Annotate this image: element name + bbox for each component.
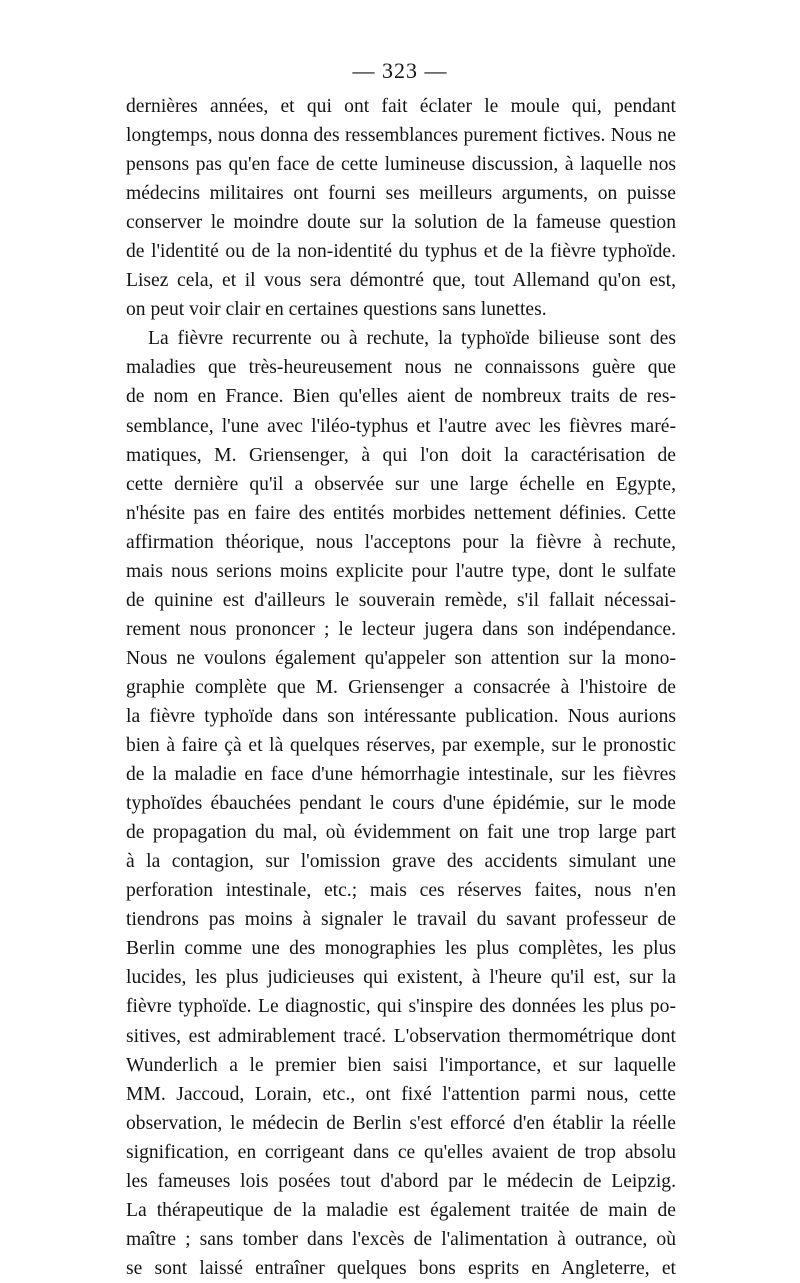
text-line: n'hésite pas en faire des entités morbides nettement définies. Cette — [126, 502, 676, 524]
text-line: de l'identité ou de la non-identité du typhus et de la fièvre typhoïde. — [126, 241, 676, 263]
text-line: de la maladie en face d'une hémorrhagie intestinale, sur les fièvres — [126, 764, 676, 786]
text-line: tiendrons pas moins à signaler le travail du savant professeur de — [126, 909, 676, 931]
text-line: cette dernière qu'il a observée sur une large échelle en Egypte, — [126, 473, 676, 495]
text-line: conserver le moindre doute sur la solution de la fameuse question — [126, 212, 676, 234]
text-line: matiques, M. Griensenger, à qui l'on doit la caractérisation de — [126, 444, 676, 466]
text-line: de propagation du mal, où évidemment on fait une trop large part — [126, 822, 676, 844]
text-line: observation, le médecin de Berlin s'est efforcé d'en établir la réelle — [126, 1112, 676, 1134]
text-line: mais nous serions moins explicite pour l'autre type, dont le sulfate — [126, 560, 676, 582]
text-line: La fièvre recurrente ou à rechute, la typhoïde bilieuse sont des — [148, 328, 676, 350]
text-line: affirmation théorique, nous l'acceptons pour la fièvre à rechute, — [126, 531, 676, 553]
paragraph — [126, 92, 676, 324]
text-line: MM. Jaccoud, Lorain, etc., ont fixé l'attention parmi nous, cette — [126, 1083, 676, 1105]
text-line: sitives, est admirablement tracé. L'observation thermométrique dont — [126, 1025, 676, 1047]
text-line: rement nous prononcer ; le lecteur jugera dans son indépendance. — [126, 618, 676, 640]
text-line: la fièvre typhoïde dans son intéressante publication. Nous aurions — [126, 705, 676, 727]
text-line: les fameuses lois posées tout d'abord par le médecin de Leipzig. — [126, 1170, 676, 1192]
text-line: longtemps, nous donna des ressemblances purement fictives. Nous ne — [126, 125, 676, 147]
text-line: Berlin comme une des monographies les plus complètes, les plus — [126, 938, 676, 960]
text-line: La thérapeutique de la maladie est également traitée de main de — [126, 1199, 676, 1221]
text-line: maître ; sans tomber dans l'excès de l'alimentation à outrance, où — [126, 1228, 676, 1250]
text-line: pensons pas qu'en face de cette lumineuse discussion, à laquelle nos — [126, 154, 676, 176]
text-line: dernières années, et qui ont fait éclater le moule qui, pendant — [126, 96, 676, 117]
text-line: graphie complète que M. Griensenger a consacrée à l'histoire de — [126, 676, 676, 698]
text-line: fièvre typhoïde. Le diagnostic, qui s'inspire des données les plus po- — [126, 996, 676, 1018]
text-line: Lisez cela, et il vous sera démontré que, tout Allemand qu'on est, — [126, 270, 676, 292]
text-line: lucides, les plus judicieuses qui existent, à l'heure qu'il est, sur la — [126, 967, 676, 989]
text-line: signification, en corrigeant dans ce qu'elles avaient de trop absolu — [126, 1141, 676, 1163]
text-line: se sont laissé entraîner quelques bons esprits en Angleterre, et — [126, 1257, 676, 1279]
text-line: Wunderlich a le premier bien saisi l'importance, et sur laquelle — [126, 1054, 676, 1076]
text-line: on peut voir clair en certaines questions sans lunettes. — [126, 299, 547, 321]
text-line: maladies que très-heureusement nous ne connaissons guère que — [126, 357, 676, 379]
text-line: perforation intestinale, etc.; mais ces réserves faites, nous n'en — [126, 880, 676, 902]
paragraph — [126, 324, 676, 1283]
text-line: de quinine est d'ailleurs le souverain remède, s'il fallait nécessai- — [126, 589, 676, 611]
text-line: médecins militaires ont fourni ses meilleurs arguments, on puisse — [126, 183, 676, 205]
text-line: à la contagion, sur l'omission grave des accidents simulant une — [126, 851, 676, 873]
text-line: semblance, l'une avec l'iléo-typhus et l'autre avec les fièvres maré- — [126, 415, 676, 437]
text-line: bien à faire çà et là quelques réserves, par exemple, sur le pronostic — [126, 735, 676, 757]
text-line: typhoïdes ébauchées pendant le cours d'une épidémie, sur le mode — [126, 793, 676, 815]
text-line: de nom en France. Bien qu'elles aient de nombreux traits de res- — [126, 386, 676, 408]
body-text — [126, 92, 676, 1283]
page-number: — 323 — — [352, 58, 448, 83]
text-line: Nous ne voulons également qu'appeler son attention sur la mono- — [126, 647, 676, 669]
